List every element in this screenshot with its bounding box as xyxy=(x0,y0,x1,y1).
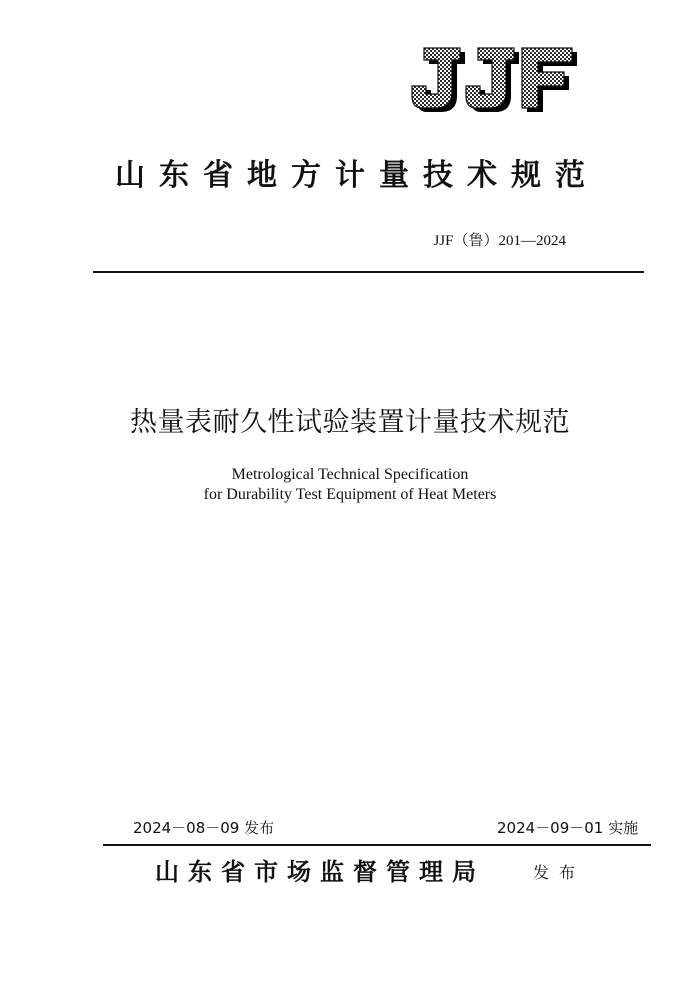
top-divider xyxy=(93,271,644,273)
bottom-divider xyxy=(103,844,651,846)
issuing-authority: 山东省市场监督管理局 xyxy=(155,857,485,886)
issuing-authority-suffix: 发布 xyxy=(533,863,586,882)
document-title-chinese: 热量表耐久性试验装置计量技术规范 xyxy=(130,407,570,438)
document-title-english-line2: for Durability Test Equipment of Heat Meters xyxy=(203,486,497,503)
implementation-date: 2024－09－01 实施 xyxy=(497,819,639,837)
document-title-english-line1: Metrological Technical Specification xyxy=(231,466,469,483)
document-number: JJF（鲁）201—2024 xyxy=(433,233,566,249)
jjf-logo xyxy=(410,46,582,112)
issue-date: 2024－08－09 发布 xyxy=(133,819,275,837)
series-title: 山东省地方计量技术规范 xyxy=(115,158,599,193)
